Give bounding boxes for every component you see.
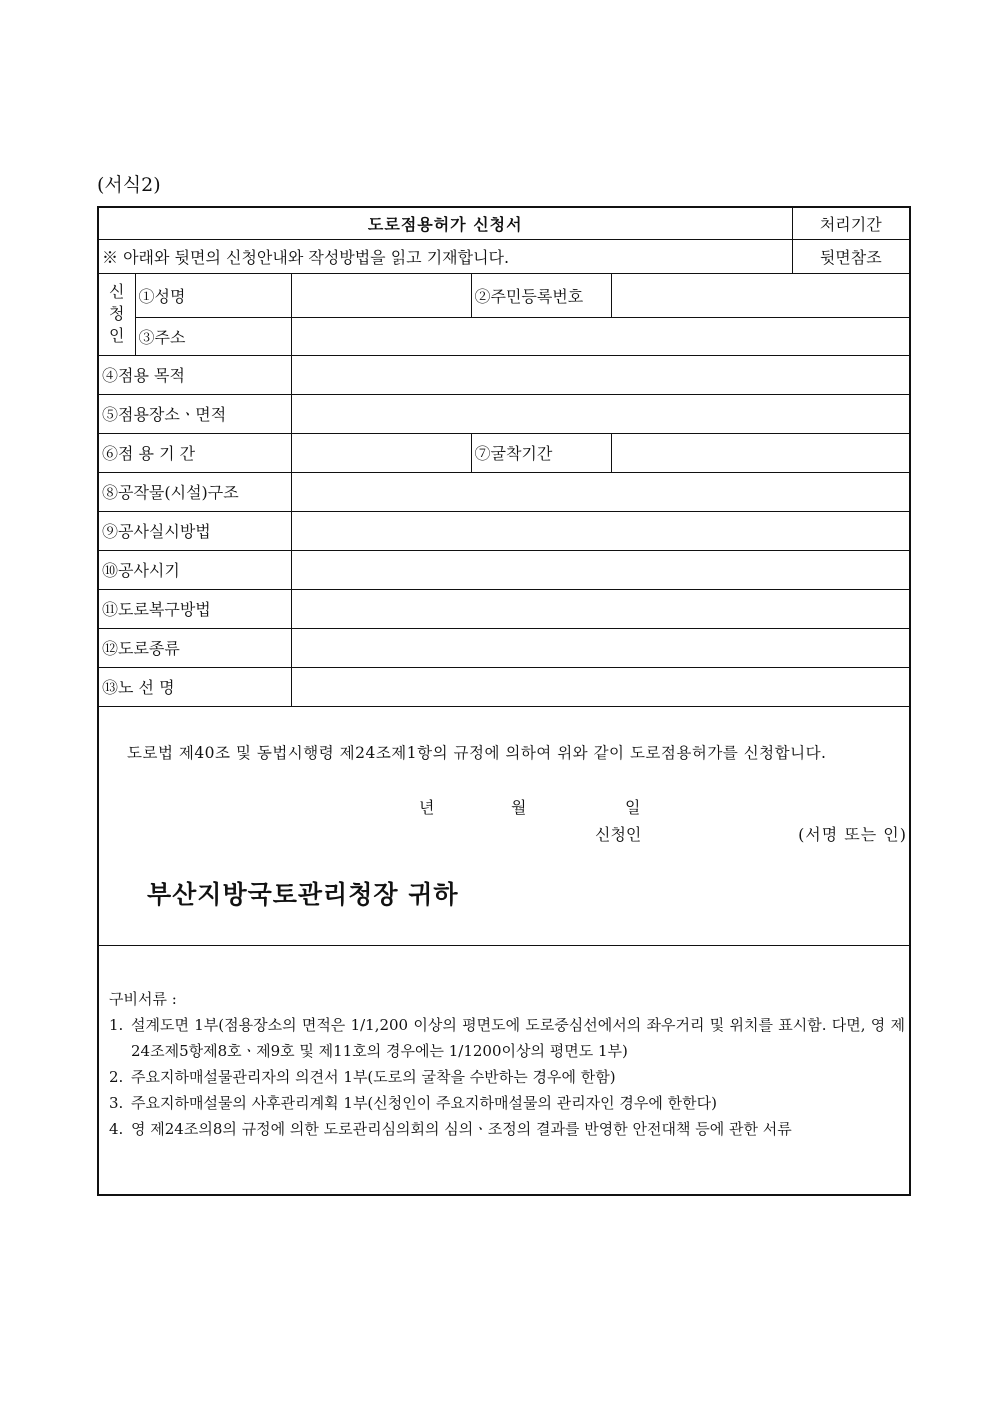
purpose-field[interactable] xyxy=(291,355,909,394)
route-name-label: ⑬노 선 명 xyxy=(99,667,291,706)
applicant-char-2: 청 xyxy=(109,304,125,323)
road-restore-label: ⑪도로복구방법 xyxy=(99,589,291,628)
excavation-period-label: ⑦굴착기간 xyxy=(471,433,611,472)
declaration-section xyxy=(99,707,909,946)
declaration-text: 도로법 제40조 및 동법시행령 제24조제1항의 규정에 의하여 위와 같이 도로점용허가를 신청합니다. xyxy=(127,743,827,762)
processing-period-label: 처리기간 xyxy=(792,208,909,239)
applicant-char-1: 신 xyxy=(109,282,125,301)
list-item-text: 설계도면 1부(점용장소의 면적은 1/1,200 이상의 평면도에 도로중심선에서의 좌우거리 및 위치를 표시함. 다면, 영 제24조제5항제8호ㆍ제9호 및 제11호의 경우에는 1/1200이상의 평면도 1부) xyxy=(131,1015,905,1060)
form-table xyxy=(99,208,909,707)
place-area-label: ⑤점용장소ㆍ면적 xyxy=(99,394,291,433)
resident-id-field[interactable] xyxy=(611,273,909,317)
name-field[interactable] xyxy=(291,273,471,317)
month-label: 월 xyxy=(511,797,527,817)
structure-label: ⑧공작물(시설)구조 xyxy=(99,472,291,511)
documents-heading: 구비서류 : xyxy=(109,989,177,1008)
list-item-text: 영 제24조의8의 규정에 의한 도로관리심의회의 심의ㆍ조정의 결과를 반영한 안전대책 등에 관한 서류 xyxy=(131,1119,792,1138)
excavation-period-field[interactable] xyxy=(611,433,909,472)
form-instruction-note: ※ 아래와 뒷면의 신청안내와 작성방법을 읽고 기재합니다. xyxy=(99,239,792,273)
processing-period-value: 뒷면참조 xyxy=(792,239,909,273)
day-label: 일 xyxy=(625,797,641,817)
construction-method-label: ⑨공사실시방법 xyxy=(99,511,291,550)
name-label: ①성명 xyxy=(135,273,291,317)
place-area-field[interactable] xyxy=(291,394,909,433)
occupancy-period-label: ⑥점 용 기 간 xyxy=(99,433,291,472)
purpose-label: ④점용 목적 xyxy=(99,355,291,394)
form-title: 도로점용허가 신청서 xyxy=(99,208,792,239)
list-item-number: 3. xyxy=(109,1093,124,1112)
road-restore-field[interactable] xyxy=(291,589,909,628)
application-form xyxy=(97,206,911,1196)
occupancy-period-field[interactable] xyxy=(291,433,471,472)
construction-timing-field[interactable] xyxy=(291,550,909,589)
list-item xyxy=(109,1064,905,1090)
list-item-number: 4. xyxy=(109,1119,124,1138)
road-type-field[interactable] xyxy=(291,628,909,667)
address-field[interactable] xyxy=(291,317,909,355)
list-item xyxy=(109,1116,905,1142)
date-row xyxy=(419,795,640,818)
list-item xyxy=(109,1090,905,1116)
form-number-label: (서식2) xyxy=(97,174,161,196)
applicant-label: 신청인 xyxy=(595,824,642,844)
list-item-text: 주요지하매설물의 사후관리계획 1부(신청인이 주요지하매설물의 관리자인 경우에 한한다) xyxy=(131,1093,717,1112)
construction-timing-label: ⑩공사시기 xyxy=(99,550,291,589)
route-name-field[interactable] xyxy=(291,667,909,706)
list-item-text: 주요지하매설물관리자의 의견서 1부(도로의 굴착을 수반하는 경우에 한함) xyxy=(131,1067,616,1086)
list-item xyxy=(109,1012,905,1064)
address-label: ③주소 xyxy=(135,317,291,355)
construction-method-field[interactable] xyxy=(291,511,909,550)
applicant-char-3: 인 xyxy=(109,326,125,345)
year-label: 년 xyxy=(419,797,435,817)
addressee: 부산지방국토관리청장 귀하 xyxy=(147,879,459,909)
applicant-side-label xyxy=(99,273,135,355)
list-item-number: 2. xyxy=(109,1067,124,1086)
structure-field[interactable] xyxy=(291,472,909,511)
resident-id-label: ②주민등록번호 xyxy=(471,273,611,317)
road-type-label: ⑫도로종류 xyxy=(99,628,291,667)
signature-label: (서명 또는 인) xyxy=(798,824,907,844)
list-item-number: 1. xyxy=(109,1015,124,1034)
required-documents xyxy=(99,946,909,1142)
